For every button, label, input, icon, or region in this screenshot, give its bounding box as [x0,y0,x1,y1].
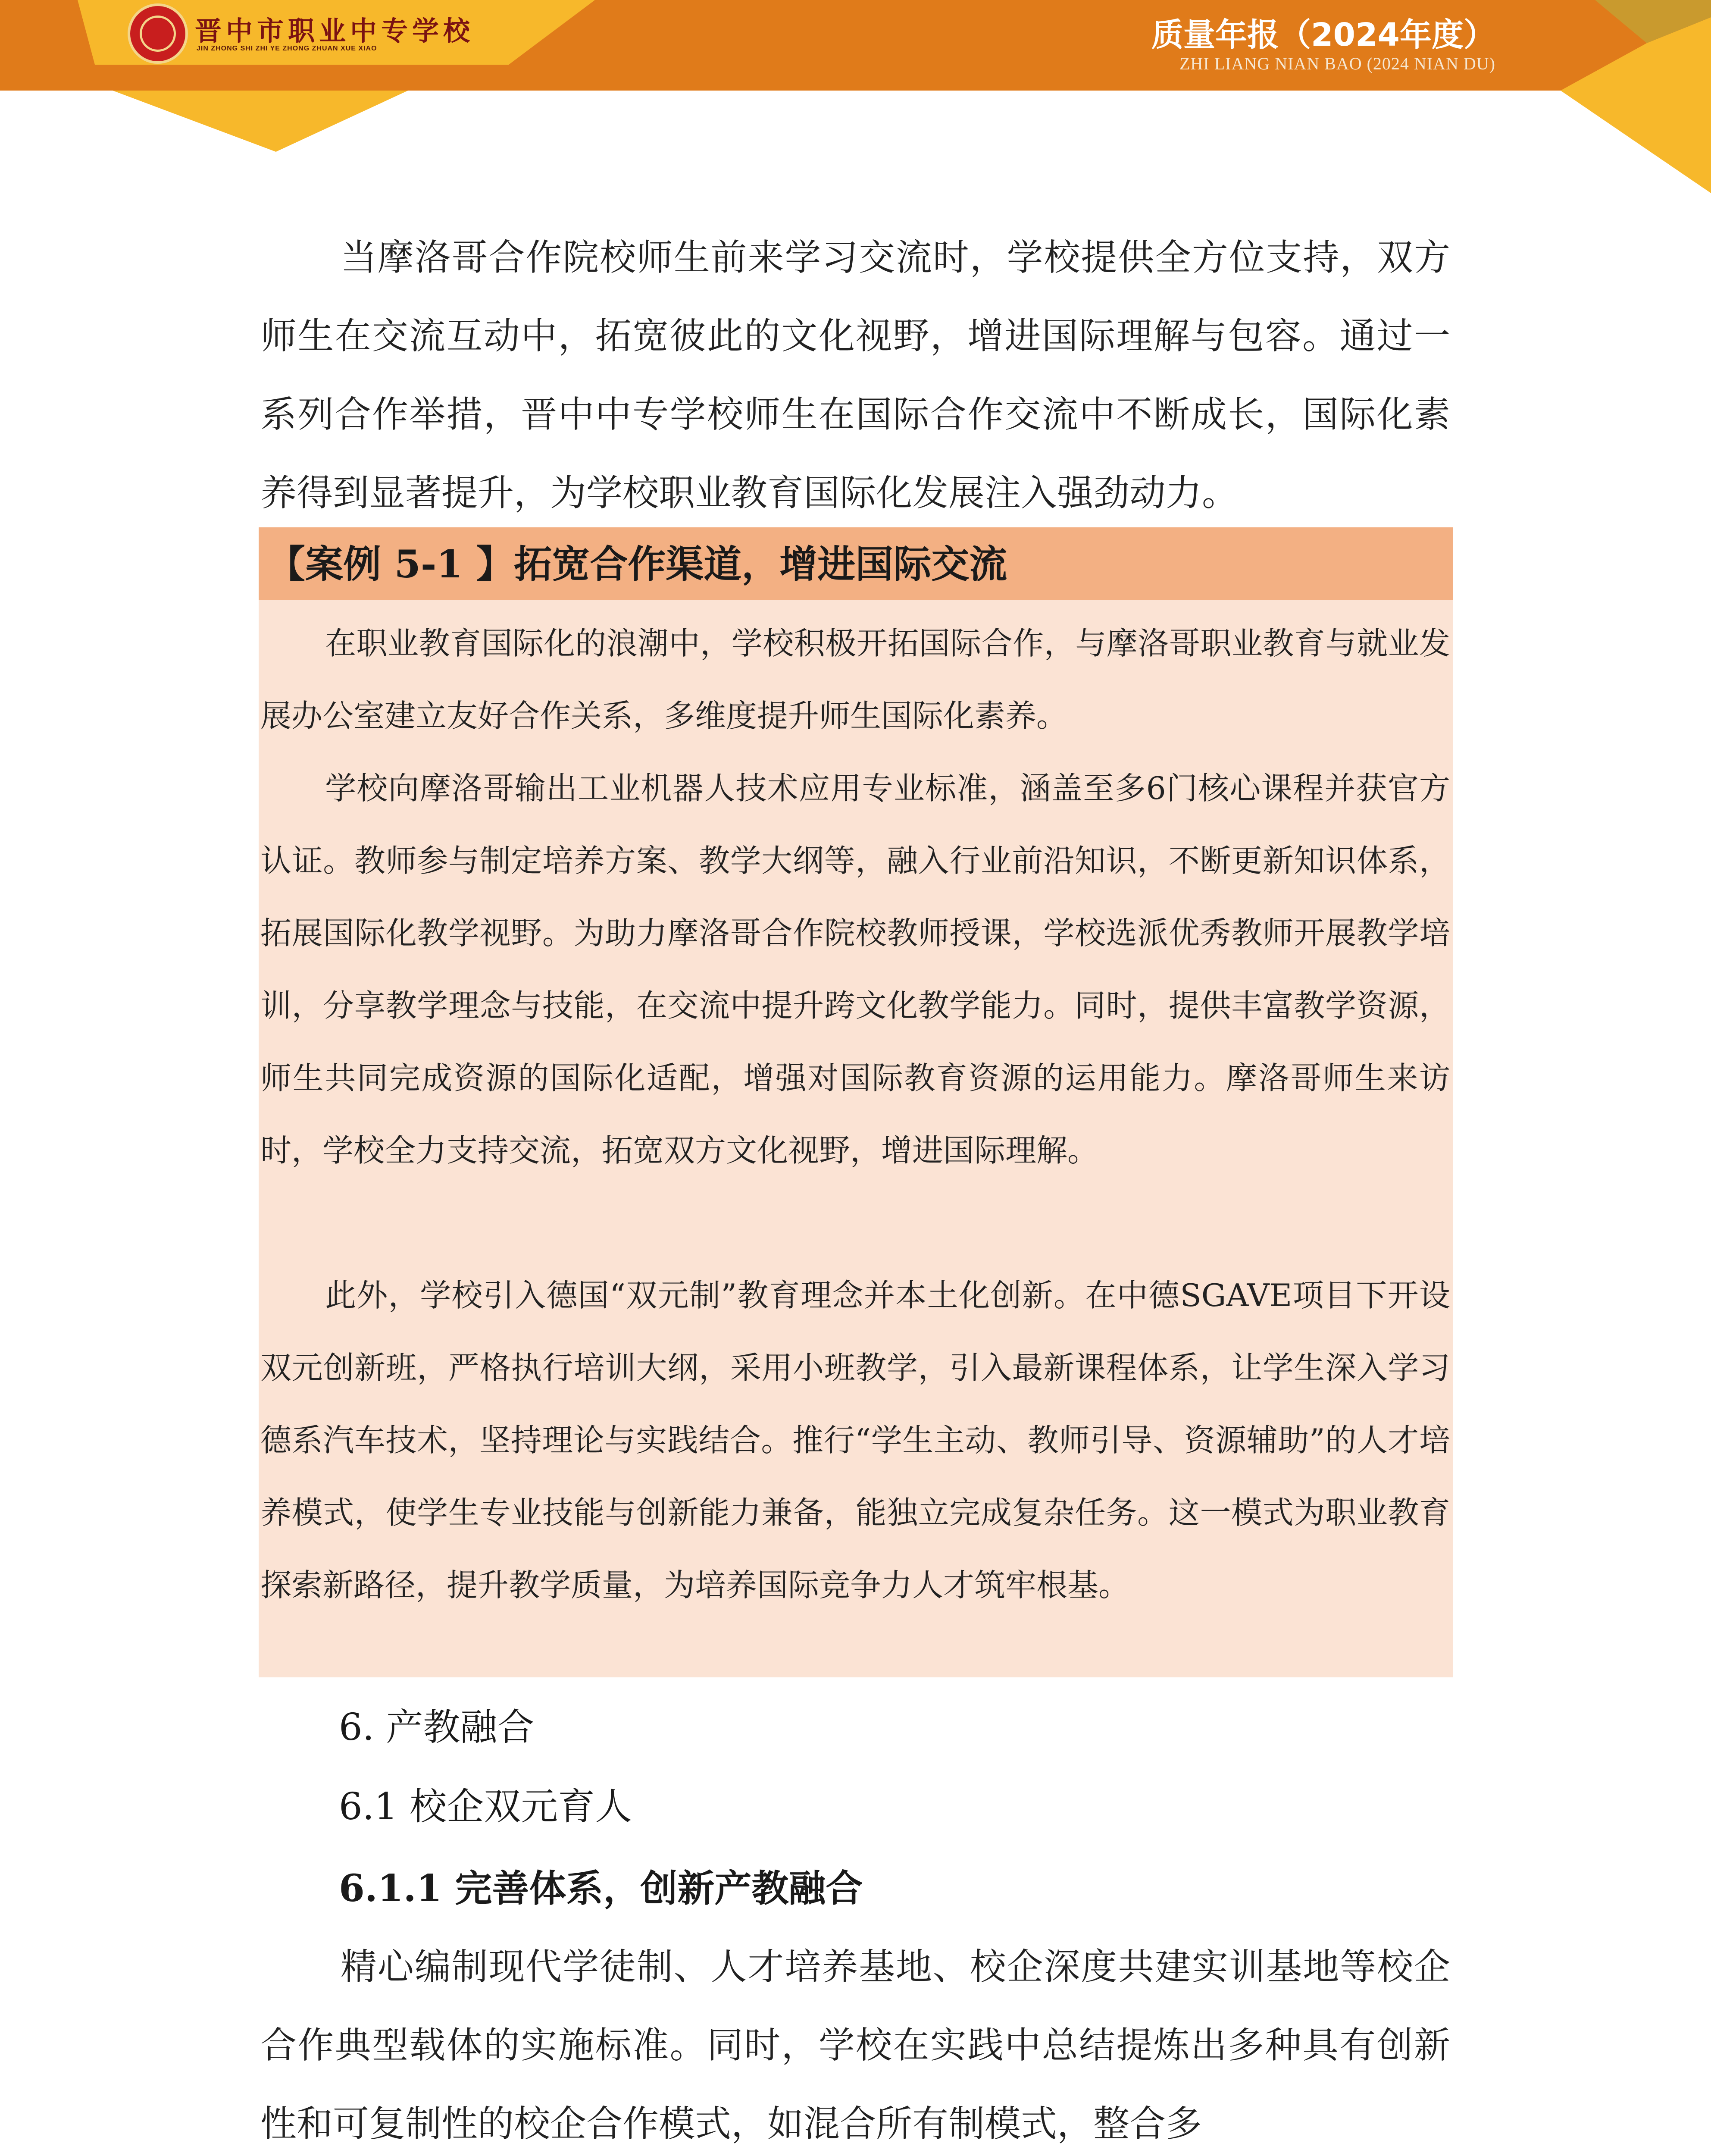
case-paragraph-2: 学校向摩洛哥输出工业机器人技术应用专业标准，涵盖至多6门核心课程并获官方认证。教师参与制定培养方案、教学大纲等，融入行业前沿知识，不断更新知识体系，拓展国际化教学视野。为助力摩洛哥合作院校教师授课，学校选派优秀教师开展教学培训，分享教学理念与技能，在交流中提升跨文化教学能力。同时，提供丰富教学资源，师生共同完成资源的国际化适配，增强对国际教育资源的运用能力。摩洛哥师生来访时，学校全力支持交流，拓宽双方文化视野，增进国际理解。 [260,770,1450,1169]
case-paragraph-1: 在职业教育国际化的浪潮中，学校积极开拓国际合作，与摩洛哥职业教育与就业发展办公室建立友好合作关系，多维度提升师生国际化素养。 [260,625,1450,734]
school-logo-seal [128,3,188,64]
case-title: 【案例 5-1 】拓宽合作渠道，增进国际交流 [267,542,1007,586]
report-title: 质量年报（2024年度） [1151,16,1495,53]
case-paragraph-3: 此外，学校引入德国“双元制”教育理念并本土化创新。在中德SGAVE项目下开设双元创新班，严格执行培训大纲，采用小班教学，引入最新课程体系，让学生深入学习德系汽车技术，坚持理论与实践结合。推行“学生主动、教师引导、资源辅助”的人才培养模式，使学生专业技能与创新能力兼备，能独立完成复杂任务。这一模式为职业教育探索新路径，提升教学质量，为培养国际竞争力人才筑牢根基。 [260,1277,1450,1603]
section-heading-6: 6. 产教融合 [339,1706,535,1749]
section-heading-6-1-1: 6.1.1 完善体系，创新产教融合 [339,1867,863,1910]
section-paragraph: 精心编制现代学徒制、人才培养基地、校企深度共建实训基地等校企合作典型载体的实施标准。同时，学校在实践中总结提炼出多种具有创新性和可复制性的校企合作模式，如混合所有制模式，整合多 [260,1946,1450,2145]
report-title-pinyin: ZHI LIANG NIAN BAO (2024 NIAN DU) [1179,54,1495,73]
school-name: 晋中市职业中专学校 [195,15,475,47]
intro-paragraph: 当摩洛哥合作院校师生前来学习交流时，学校提供全方位支持，双方师生在交流互动中，拓宽彼此的文化视野，增进国际理解与包容。通过一系列合作举措，晋中中专学校师生在国际合作交流中不断成长，国际化素养得到显著提升，为学校职业教育国际化发展注入强劲动力。 [260,236,1450,514]
school-name-pinyin: JIN ZHONG SHI ZHI YE ZHONG ZHUAN XUE XIAO [197,45,377,52]
section-heading-6-1: 6.1 校企双元育人 [339,1785,632,1828]
